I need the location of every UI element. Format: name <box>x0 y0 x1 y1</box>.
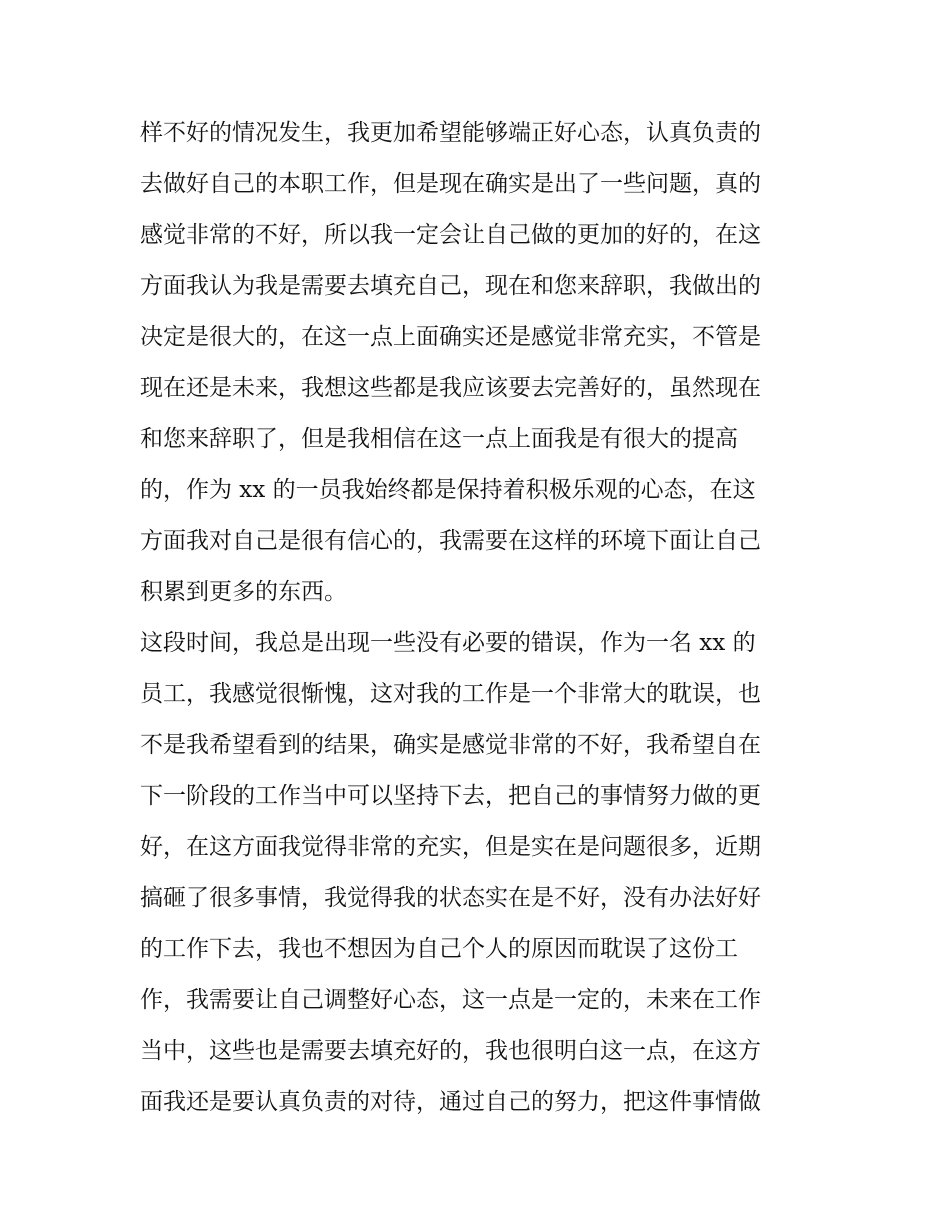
text-line: 好，在这方面我觉得非常的充实，但是实在是问题很多，近期 <box>140 834 761 860</box>
body-text <box>140 108 820 1128</box>
text-line: 下一阶段的工作当中可以坚持下去，把自己的事情努力做的更 <box>140 783 761 809</box>
text-line: 决定是很大的，在这一点上面确实还是感觉非常充实，不管是 <box>140 324 761 350</box>
text-line: 去做好自己的本职工作，但是现在确实是出了一些问题，真的 <box>140 171 761 197</box>
text-line: 搞砸了很多事情，我觉得我的状态实在是不好，没有办法好好 <box>140 885 761 911</box>
text-line: 和您来辞职了，但是我相信在这一点上面我是有很大的提高 <box>140 426 738 452</box>
text-line: 方面我认为我是需要去填充自己，现在和您来辞职，我做出的 <box>140 273 761 299</box>
text-line: 面我还是要认真负责的对待，通过自己的努力，把这件事情做 <box>140 1089 761 1115</box>
text-line: 这段时间，我总是出现一些没有必要的错误，作为一名 xx 的 <box>140 630 756 656</box>
text-line: 积累到更多的东西。 <box>140 579 347 605</box>
text-line: 员工，我感觉很惭愧，这对我的工作是一个非常大的耽误，也 <box>140 681 761 707</box>
text-line: 方面我对自己是很有信心的，我需要在这样的环境下面让自己 <box>140 528 761 554</box>
text-line: 感觉非常的不好，所以我一定会让自己做的更加的好的，在这 <box>140 222 761 248</box>
text-line: 的工作下去，我也不想因为自己个人的原因而耽误了这份工 <box>140 936 738 962</box>
text-line: 不是我希望看到的结果，确实是感觉非常的不好，我希望自在 <box>140 732 761 758</box>
text-line: 样不好的情况发生，我更加希望能够端正好心态，认真负责的 <box>140 120 761 146</box>
text-line: 的，作为 xx 的一员我始终都是保持着积极乐观的心态，在这 <box>140 477 756 503</box>
text-line: 现在还是未来，我想这些都是我应该要去完善好的，虽然现在 <box>140 375 761 401</box>
text-line: 作，我需要让自己调整好心态，这一点是一定的，未来在工作 <box>140 987 761 1013</box>
text-line: 当中，这些也是需要去填充好的，我也很明白这一点，在这方 <box>140 1038 761 1064</box>
